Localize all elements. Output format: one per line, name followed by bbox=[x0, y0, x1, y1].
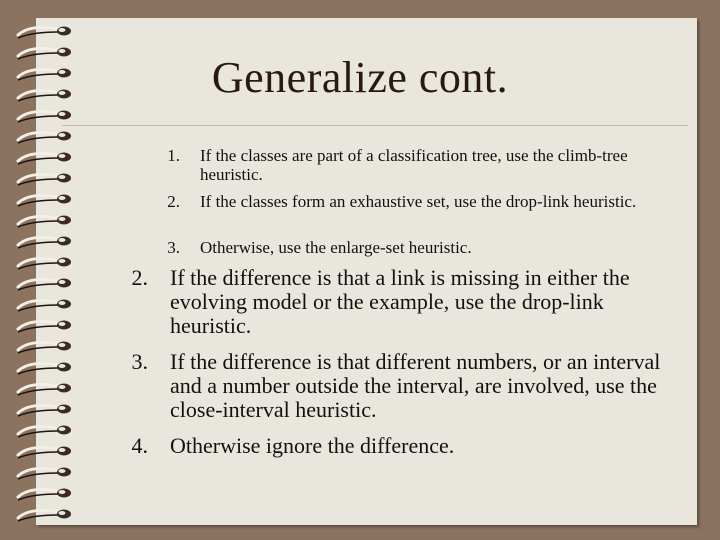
spiral-ring-shadow bbox=[18, 221, 58, 227]
spiral-ring-shadow bbox=[18, 158, 58, 164]
binding-hole-highlight bbox=[59, 322, 66, 326]
spiral-ring-shadow bbox=[18, 389, 58, 395]
binding-hole-highlight bbox=[59, 469, 66, 473]
spiral-ring-shadow bbox=[18, 452, 58, 458]
spiral-ring-shadow bbox=[18, 242, 58, 248]
spiral-ring bbox=[18, 153, 58, 161]
main-item-number: 4. bbox=[131, 433, 148, 458]
spiral-ring bbox=[18, 426, 58, 434]
spiral-ring bbox=[18, 174, 58, 182]
spiral-ring bbox=[18, 216, 58, 224]
slide-title: Generalize cont. bbox=[211, 53, 509, 102]
spiral-ring-shadow bbox=[18, 137, 58, 143]
binding-hole-highlight bbox=[59, 427, 66, 431]
main-item-text: Otherwise ignore the difference. bbox=[170, 433, 455, 458]
spiral-ring-shadow bbox=[18, 347, 58, 353]
spiral-ring-shadow bbox=[18, 263, 58, 269]
binding-hole-highlight bbox=[59, 511, 66, 515]
spiral-ring bbox=[18, 468, 58, 476]
binding-hole-highlight bbox=[59, 301, 66, 305]
spiral-ring bbox=[18, 342, 58, 350]
spiral-ring-shadow bbox=[18, 32, 58, 38]
sub-item-text: If the classes form an exhaustive set, use the drop-link heuristic. bbox=[200, 192, 637, 211]
sub-item-text: Otherwise, use the enlarge-set heuristic. bbox=[200, 238, 472, 257]
binding-hole-highlight bbox=[59, 112, 66, 116]
spiral-ring bbox=[18, 237, 58, 245]
spiral-ring-shadow bbox=[18, 284, 58, 290]
sub-item-number: 2. bbox=[167, 192, 180, 211]
sub-item-text: If the classes are part of a classification tree, use the climb-tree heuristic. bbox=[200, 146, 628, 184]
sub-item-number: 3. bbox=[167, 238, 180, 257]
spiral-ring bbox=[18, 258, 58, 266]
spiral-ring bbox=[18, 447, 58, 455]
spiral-ring bbox=[18, 321, 58, 329]
sub-item-number: 1. bbox=[167, 146, 180, 165]
binding-hole-highlight bbox=[59, 175, 66, 179]
spiral-ring-shadow bbox=[18, 116, 58, 122]
spiral-ring bbox=[18, 405, 58, 413]
spiral-ring-shadow bbox=[18, 515, 58, 521]
binding-hole-highlight bbox=[59, 490, 66, 494]
spiral-ring bbox=[18, 300, 58, 308]
spiral-ring bbox=[18, 132, 58, 140]
binding-hole-highlight bbox=[59, 280, 66, 284]
spiral-ring-shadow bbox=[18, 326, 58, 332]
main-item-number: 3. bbox=[131, 349, 148, 374]
binding-hole-highlight bbox=[59, 385, 66, 389]
binding-hole-highlight bbox=[59, 28, 66, 32]
binding-hole-highlight bbox=[59, 217, 66, 221]
spiral-ring bbox=[18, 27, 58, 35]
main-item-text: If the difference is that a link is missing in either the evolving model or the example, use the drop-link heuristic. bbox=[170, 265, 630, 338]
binding-hole-highlight bbox=[59, 406, 66, 410]
spiral-ring bbox=[18, 279, 58, 287]
spiral-ring-shadow bbox=[18, 179, 58, 185]
main-item-number: 2. bbox=[131, 265, 148, 290]
spiral-ring-shadow bbox=[18, 473, 58, 479]
spiral-ring bbox=[18, 195, 58, 203]
main-item-text: If the difference is that different numbers, or an interval and a number outside the interval, are involved, use the close-interval heuristic. bbox=[170, 349, 661, 422]
title-divider bbox=[62, 125, 688, 126]
spiral-ring-shadow bbox=[18, 431, 58, 437]
spiral-ring bbox=[18, 489, 58, 497]
binding-hole-highlight bbox=[59, 343, 66, 347]
binding-hole-highlight bbox=[59, 238, 66, 242]
spiral-ring-shadow bbox=[18, 494, 58, 500]
binding-hole-highlight bbox=[59, 364, 66, 368]
spiral-ring-shadow bbox=[18, 368, 58, 374]
spiral-ring bbox=[18, 384, 58, 392]
spiral-ring-shadow bbox=[18, 200, 58, 206]
spiral-ring bbox=[18, 510, 58, 518]
binding-hole-highlight bbox=[59, 259, 66, 263]
spiral-ring-shadow bbox=[18, 305, 58, 311]
binding-hole-highlight bbox=[59, 133, 66, 137]
spiral-ring-shadow bbox=[18, 410, 58, 416]
spiral-ring bbox=[18, 363, 58, 371]
spiral-ring bbox=[18, 111, 58, 119]
binding-hole-highlight bbox=[59, 154, 66, 158]
binding-hole-highlight bbox=[59, 448, 66, 452]
binding-hole-highlight bbox=[59, 196, 66, 200]
